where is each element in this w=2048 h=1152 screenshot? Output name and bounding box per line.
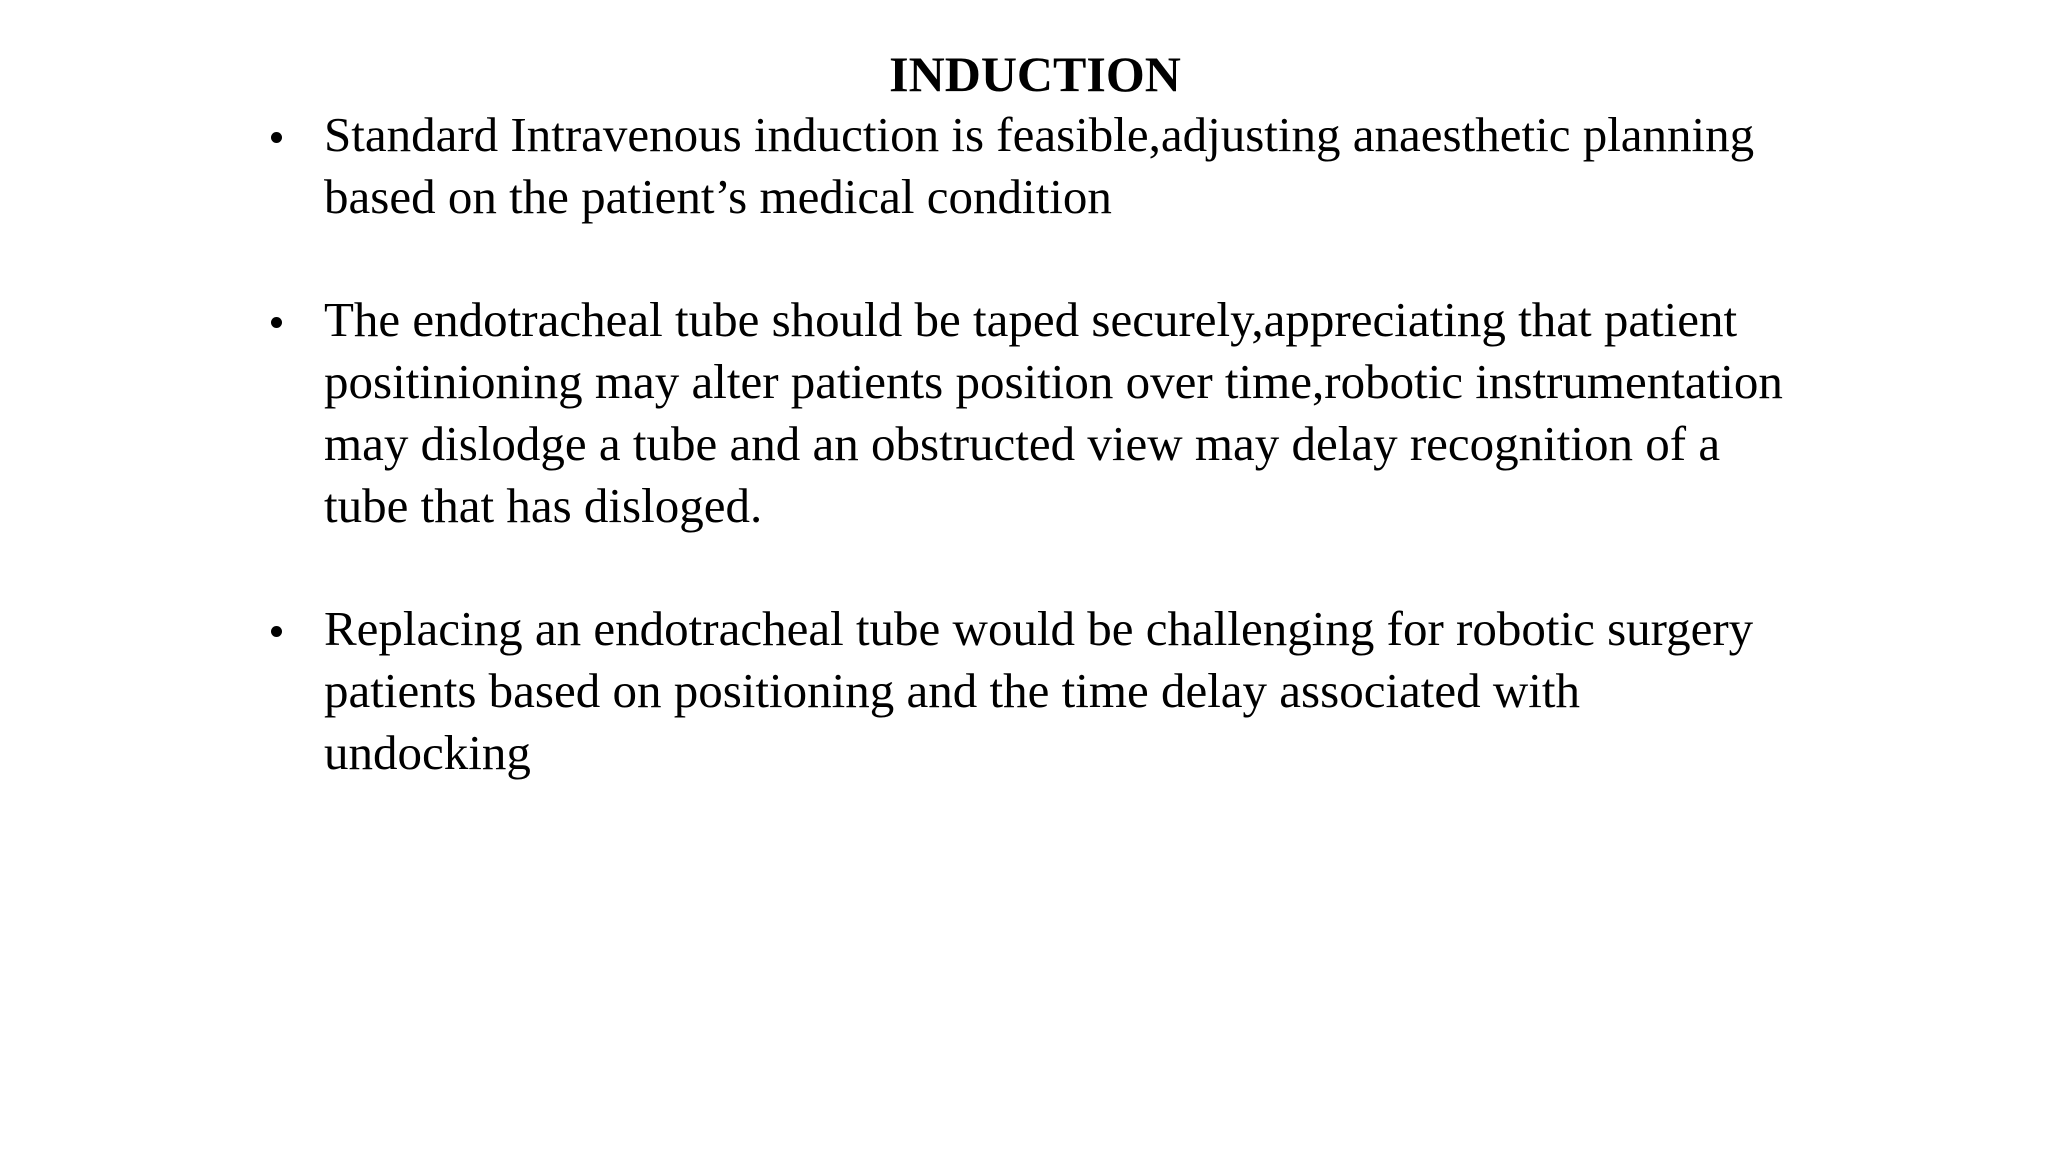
bullet-text-line: positinioning may alter patients position over time,robotic instrumentation	[324, 354, 1783, 409]
bullet-text-line: may dislodge a tube and an obstructed view may delay recognition of a	[324, 416, 1721, 471]
bullet-item-tube-replacement	[262, 598, 1882, 784]
bullet-list	[262, 104, 1882, 845]
bullet-text-line: The endotracheal tube should be taped securely,appreciating that patient	[324, 292, 1738, 347]
bullet-dot-icon	[271, 626, 282, 637]
bullet-item-iv-induction	[262, 104, 1882, 228]
slide-title: INDUCTION	[889, 46, 1181, 102]
bullet-text-line: tube that has disloged.	[324, 478, 763, 533]
bullet-text-line: Replacing an endotracheal tube would be challenging for robotic surgery	[324, 601, 1754, 656]
bullet-text-line: based on the patient’s medical condition	[324, 169, 1112, 224]
bullet-dot-icon	[271, 317, 282, 328]
bullet-item-tube-taping	[262, 289, 1882, 537]
bullet-dot-icon	[271, 132, 282, 143]
bullet-text-line: patients based on positioning and the time delay associated with	[324, 663, 1581, 718]
bullet-text-line: undocking	[324, 725, 531, 780]
bullet-text-line: Standard Intravenous induction is feasible,adjusting anaesthetic planning	[324, 107, 1755, 162]
